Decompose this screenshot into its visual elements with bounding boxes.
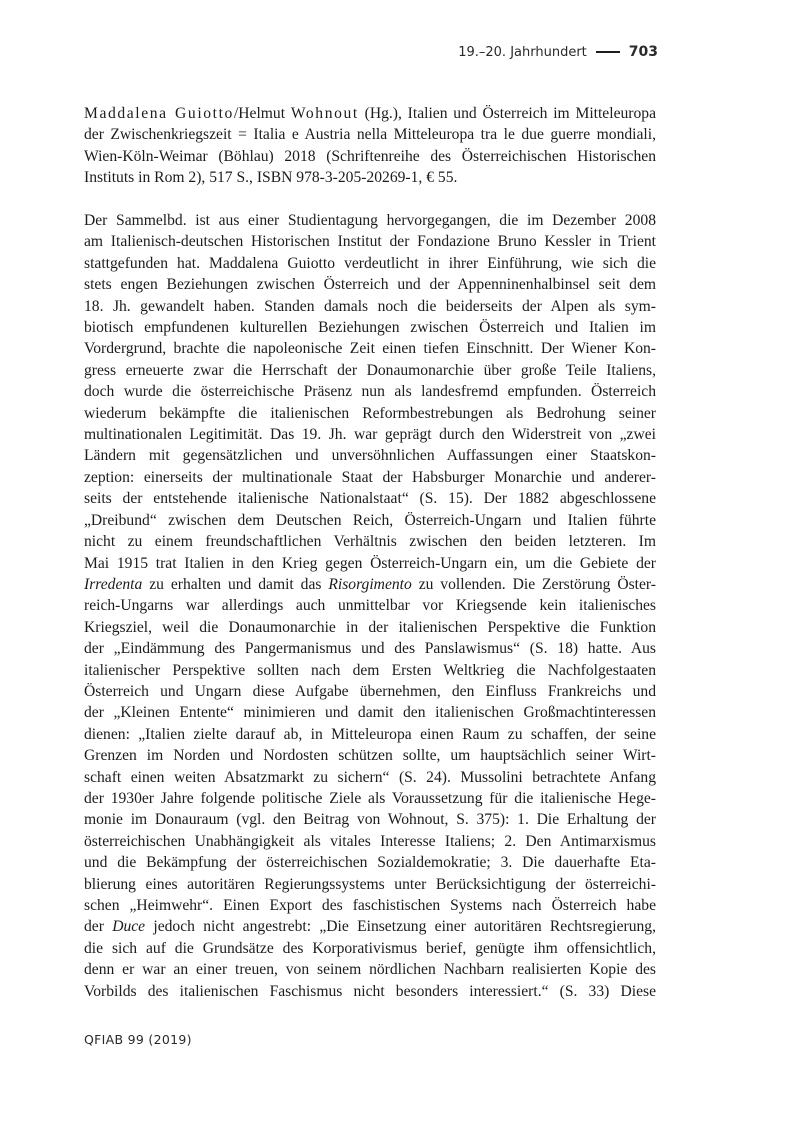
italic-term: Risorgimento — [328, 575, 412, 593]
italic-term: Irredenta — [84, 575, 143, 593]
author-name: Maddalena Guiotto — [84, 105, 234, 122]
body-line: schen „Heimwehr“. Einen Export des faschistischen Systems nach Österreich habe — [84, 897, 656, 914]
body-line: doch wurde die österreichische Präsenz nun als landesfremd empfunden. Österreich — [84, 383, 656, 401]
body-line: seits der entstehende italienische Nationalstaat“ (S. 15). Der 1882 abgeschlossene — [84, 490, 656, 508]
body-line: nicht zu einem freundschaftlichen Verhältnis zwischen den beiden letzteren. Im — [84, 533, 656, 551]
body-line: schaft einen weiten Absatzmarkt zu sichern“ (S. 24). Mussolini betrachtete Anfang — [84, 768, 656, 786]
body-line: biotisch empfundenen kulturellen Beziehungen zwischen Österreich und Italien im — [84, 319, 656, 337]
body-line: „Dreibund“ zwischen dem Deutschen Reich, Österreich-Ungarn und Italien führte — [84, 511, 656, 529]
body-line: der „Eindämmung des Pangermanismus und des Panslawismus“ (S. 18) hatte. Aus — [84, 640, 656, 658]
body-line: der 1930er Jahre folgende politische Ziele als Voraussetzung für die italienische Hege- — [84, 789, 656, 807]
author-name: Wohnout — [290, 105, 359, 122]
body-line: monie im Donauraum (vgl. den Beitrag von Wohnout, S. 375): 1. Die Erhaltung der — [84, 811, 656, 829]
body-line: dienen: „Italien zielte darauf ab, in Mitteleuropa einen Raum zu schaffen, der seine — [84, 725, 656, 743]
body-line: Ländern mit gegensätzlichen und unversöhnlichen Auffassungen einer Staatskon- — [84, 447, 656, 465]
body-line: italienischer Perspektive sollten nach dem Ersten Weltkrieg die Nachfolgestaaten — [84, 661, 656, 679]
body-line: Österreich und Ungarn diese Aufgabe übernehmen, den Einfluss Frankreichs und — [84, 682, 656, 700]
body-line: denn er war an einer treuen, von seinem nördlichen Nachbarn realisierten Kopie des — [84, 961, 656, 979]
header-rule — [596, 51, 620, 53]
body-line: Grenzen im Norden und Nordosten schützen sollte, um hauptsächlich seiner Wirt- — [84, 747, 656, 765]
body-line: reich-Ungarns war allerdings auch unmittelbar vor Kriegsende kein italienisches — [84, 597, 656, 615]
body-line: Irredenta zu erhalten und damit das Risorgimento zu vollenden. Die Zerstörung Öster- — [84, 575, 656, 593]
journal-footer: QFIAB 99 (2019) — [84, 1032, 192, 1047]
body-line: Kriegsziel, weil die Donaumonarchie in der italienischen Perspektive die Funktion — [84, 618, 656, 636]
body-line: stattgefunden hat. Maddalena Guiotto verdeutlicht in ihrer Einführung, wie sich die — [84, 254, 656, 272]
bibliographic-entry — [84, 103, 656, 189]
body-line: stets engen Beziehungen zwischen Österreich und der Appenninenhalbinsel seit dem — [84, 276, 656, 294]
running-head — [458, 44, 658, 60]
review-body — [84, 210, 656, 1002]
body-line: die sich auf die Grundsätze des Korporativismus berief, genügte ihm offensichtlich, — [84, 939, 656, 957]
body-line: wiederum bekämpfte die italienischen Reformbestrebungen als Bedrohung seiner — [84, 404, 656, 422]
body-line: Mai 1915 trat Italien in den Krieg gegen Österreich-Ungarn ein, um die Gebiete der — [84, 554, 656, 572]
body-line: der Duce jedoch nicht angestrebt: „Die Einsetzung einer autoritären Rechtsregierung, — [84, 918, 656, 936]
italic-term: Duce — [112, 918, 146, 936]
body-line: zeption: einerseits der multinationale Staat der Habsburger Monarchie und anderer- — [84, 468, 656, 486]
body-line: gress erneuerte zwar die Herrschaft der Donaumonarchie über große Teile Italiens, — [84, 361, 656, 379]
body-line: blierung eines autoritären Regierungssystems unter Berücksichtigung der österreichi- — [84, 875, 656, 893]
body-line: Vordergrund, brachte die napoleonische Zeit einen tiefen Einschnitt. Der Wiener Kon- — [84, 340, 656, 358]
bibliography-line: Instituts in Rom 2), 517 S., ISBN 978-3-205-20269-1, € 55. — [84, 169, 458, 187]
body-line: und die Bekämpfung der österreichischen Sozialdemokratie; 3. Die dauerhafte Eta- — [84, 854, 656, 872]
running-title: 19.–20. Jahrhundert — [458, 44, 587, 60]
body-line: österreichischen Unabhängigkeit als vitales Interesse Italiens; 2. Den Antimarxismus — [84, 832, 656, 850]
body-line: der „Kleinen Entente“ minimieren und damit den italienischen Großmachtinteressen — [84, 704, 656, 722]
body-line: Vorbilds des italienischen Faschismus nicht besonders interessiert.“ (S. 33) Diese — [84, 982, 656, 1000]
body-line: Der Sammelbd. ist aus einer Studientagung hervorgegangen, die im Dezember 2008 — [84, 212, 656, 229]
page-number: 703 — [628, 44, 658, 60]
body-line: multinationalen Legitimität. Das 19. Jh. war geprägt durch den Widerstreit von „zwei — [84, 426, 656, 444]
body-line: am Italienisch-deutschen Historischen Institut der Fondazione Bruno Kessler in Trient — [84, 233, 656, 251]
bibliography-line: Wien-Köln-Weimar (Böhlau) 2018 (Schriftenreihe des Österreichischen Historischen — [84, 147, 656, 165]
body-line: 18. Jh. gewandelt haben. Standen damals noch die beiderseits der Alpen als sym- — [84, 297, 656, 315]
bibliography-line: Maddalena Guiotto/Helmut Wohnout (Hg.), Italien und Österreich im Mitteleuropa — [84, 105, 656, 122]
bibliography-line: der Zwischenkriegszeit = Italia e Austria nella Mitteleuropa tra le due guerre mondiali, — [84, 126, 656, 144]
